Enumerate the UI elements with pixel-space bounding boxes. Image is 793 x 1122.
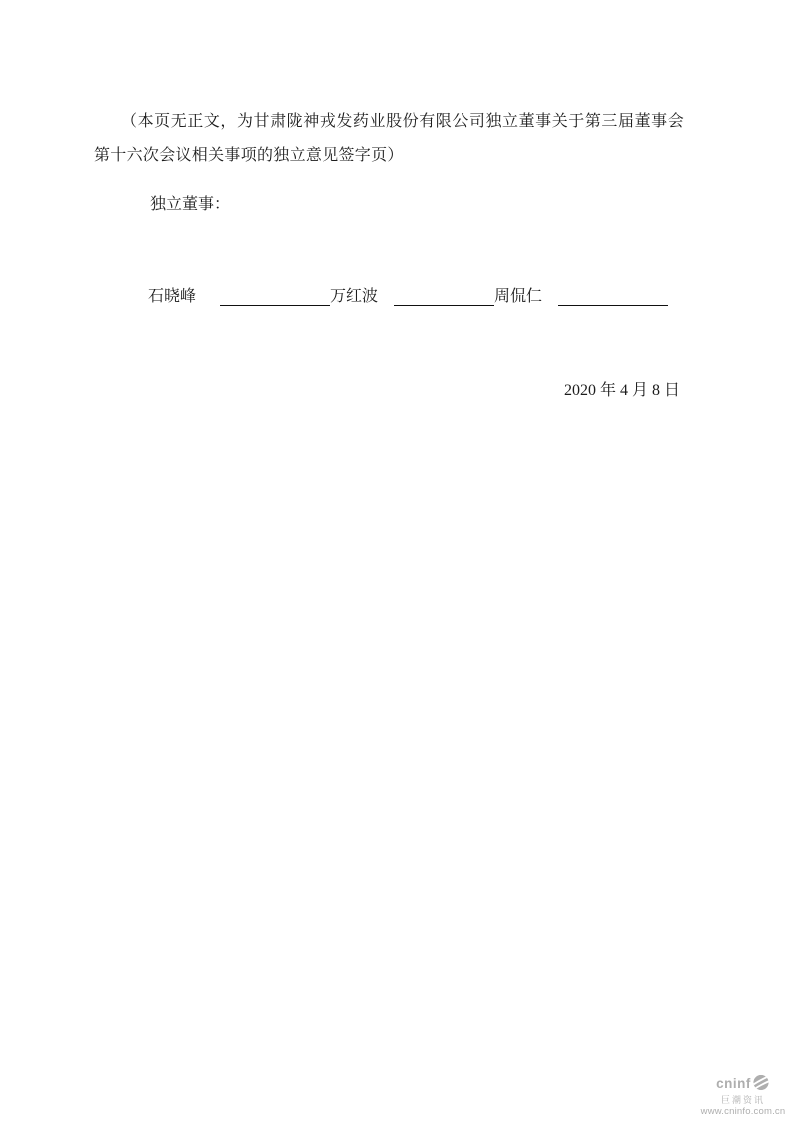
cninfo-website: www.cninfo.com.cn <box>700 1105 786 1117</box>
cninfo-brand-text: cninf <box>716 1076 751 1091</box>
signature-name-2: 万红波 <box>330 288 379 305</box>
signature-line-1 <box>220 293 330 306</box>
signature-name-3: 周侃仁 <box>494 288 543 305</box>
cninfo-chinese-name: 巨潮资讯 <box>720 1094 765 1105</box>
signature-line-2 <box>394 293 494 306</box>
cninfo-brand-row <box>697 1074 789 1095</box>
no-body-text-statement: （本页无正文，为甘肃陇神戎发药业股份有限公司独立董事关于第三届董事会第十六次会议相关事项的独立意见签字页） <box>94 113 684 164</box>
document-date: 2020 年 4 月 8 日 <box>563 382 680 399</box>
signature-name-1: 石晓峰 <box>148 288 197 305</box>
cninfo-watermark-logo <box>697 1074 789 1117</box>
signature-line-3 <box>558 293 668 306</box>
cninfo-swirl-icon <box>752 1074 770 1095</box>
signature-row <box>148 280 668 314</box>
independent-directors-label: 独立董事： <box>150 196 231 213</box>
